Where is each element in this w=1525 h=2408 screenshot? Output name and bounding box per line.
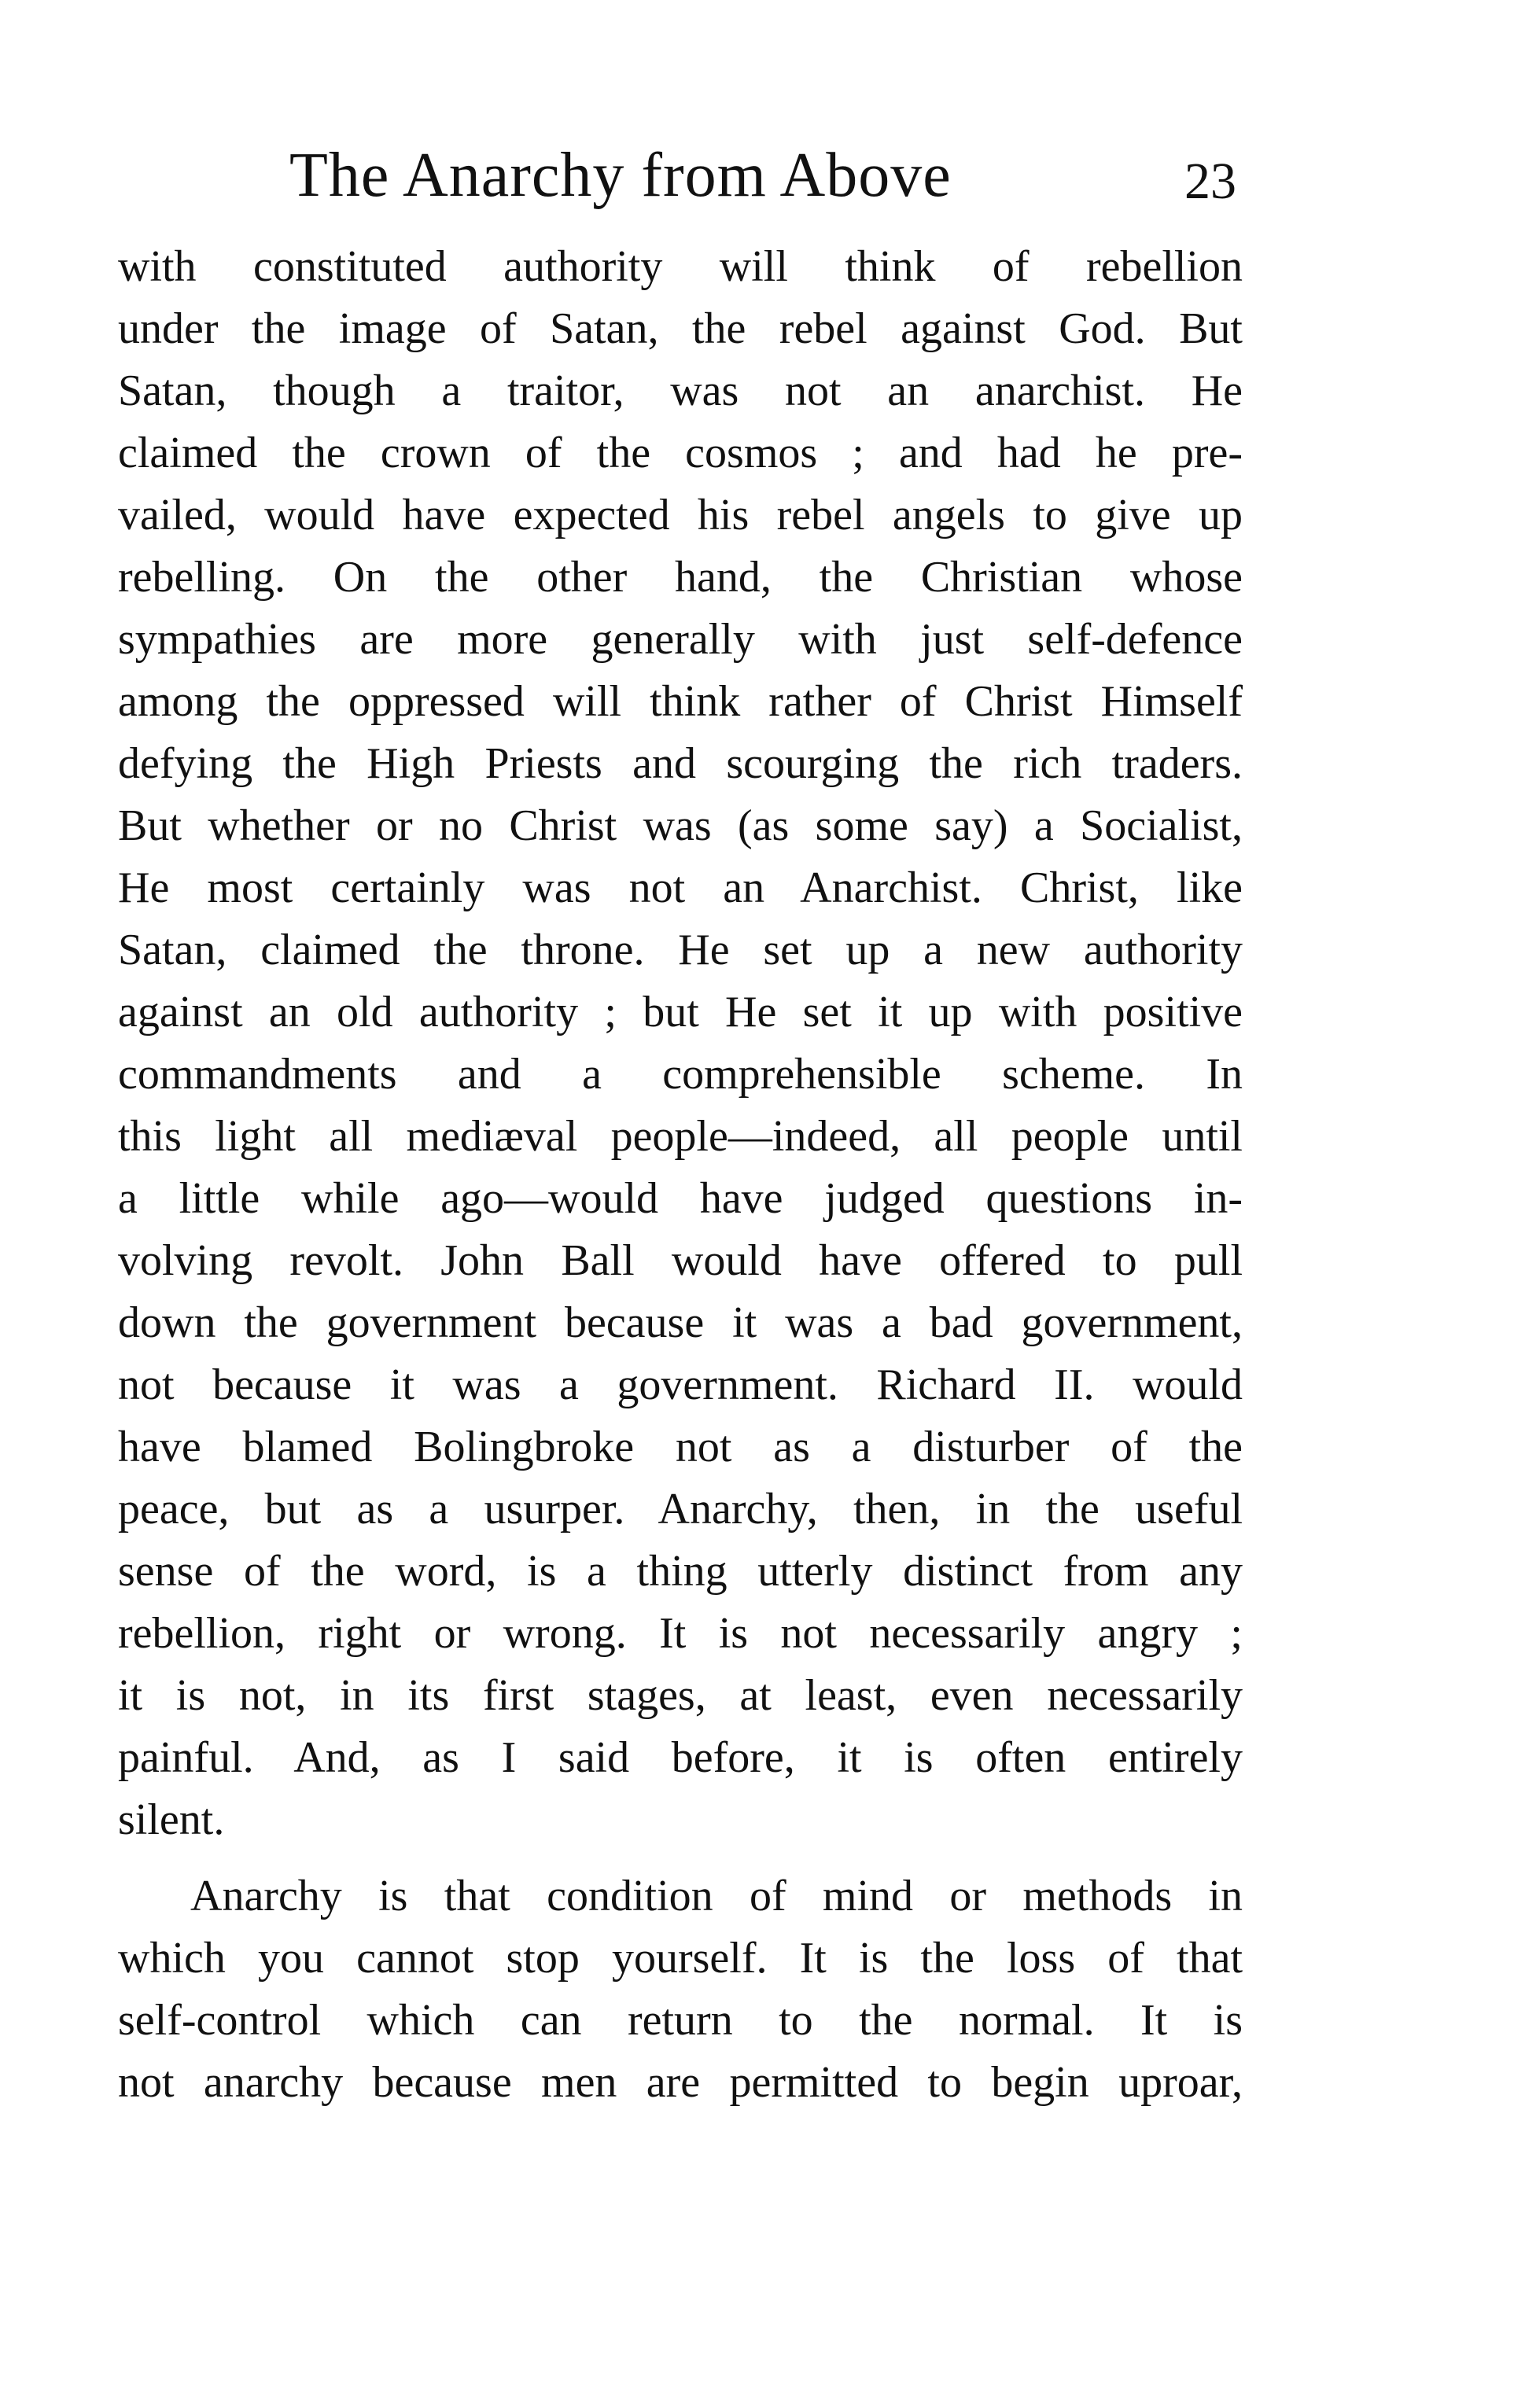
paragraph-2: [118, 1865, 1243, 2114]
text-line: painful. And, as I said before, it is often entirely: [118, 1733, 1243, 1782]
text-line: Satan, claimed the throne. He set up a new authority: [118, 926, 1243, 974]
text-line: Satan, though a traitor, was not an anarchist. He: [118, 366, 1243, 415]
text-line: But whether or no Christ was (as some say) a Socialist,: [118, 801, 1243, 850]
text-line: vailed, would have expected his rebel angels to give up: [118, 491, 1243, 539]
text-line: against an old authority ; but He set it up with positive: [118, 988, 1243, 1036]
text-line: it is not, in its first stages, at least, even necessarily: [118, 1671, 1243, 1720]
text-line: among the oppressed will think rather of Christ Himself: [118, 677, 1243, 726]
text-line: rebellion, right or wrong. It is not necessarily angry ;: [118, 1609, 1243, 1658]
text-line: with constituted authority will think of rebellion: [118, 242, 1243, 291]
text-line: self-control which can return to the normal. It is: [118, 1996, 1243, 2045]
text-line: not anarchy because men are permitted to begin uproar,: [118, 2058, 1243, 2107]
text-line: down the government because it was a bad government,: [118, 1298, 1243, 1347]
text-line: commandments and a comprehensible scheme. In: [118, 1050, 1243, 1099]
text-line: not because it was a government. Richard II. would: [118, 1360, 1243, 1409]
text-line: sympathies are more generally with just self-defence: [118, 615, 1243, 664]
text-line: silent.: [118, 1795, 225, 1844]
paragraph-1: [118, 236, 1243, 1851]
body-text: [118, 236, 1243, 2114]
text-line: defying the High Priests and scourging the rich traders.: [118, 739, 1243, 788]
text-line: He most certainly was not an Anarchist. Christ, like: [118, 863, 1243, 912]
paragraph-gap: [118, 1851, 1243, 1865]
text-line: rebelling. On the other hand, the Christian whose: [118, 553, 1243, 602]
text-line: claimed the crown of the cosmos ; and had he pre-: [118, 429, 1243, 477]
text-line: sense of the word, is a thing utterly distinct from any: [118, 1547, 1243, 1596]
text-line: volving revolt. John Ball would have offered to pull: [118, 1236, 1243, 1285]
running-title: The Anarchy from Above: [289, 141, 952, 210]
text-line: under the image of Satan, the rebel against God. But: [118, 304, 1243, 353]
text-line: which you cannot stop yourself. It is the loss of that: [118, 1934, 1243, 1983]
text-line: peace, but as a usurper. Anarchy, then, in the useful: [118, 1485, 1243, 1534]
text-line: this light all mediæval people—indeed, all people until: [118, 1112, 1243, 1161]
text-line: a little while ago—would have judged questions in-: [118, 1174, 1243, 1223]
page-number: 23: [1184, 153, 1236, 210]
running-head: [118, 132, 1243, 219]
text-line: Anarchy is that condition of mind or methods in: [190, 1872, 1243, 1920]
text-line: have blamed Bolingbroke not as a disturber of the: [118, 1423, 1243, 1471]
